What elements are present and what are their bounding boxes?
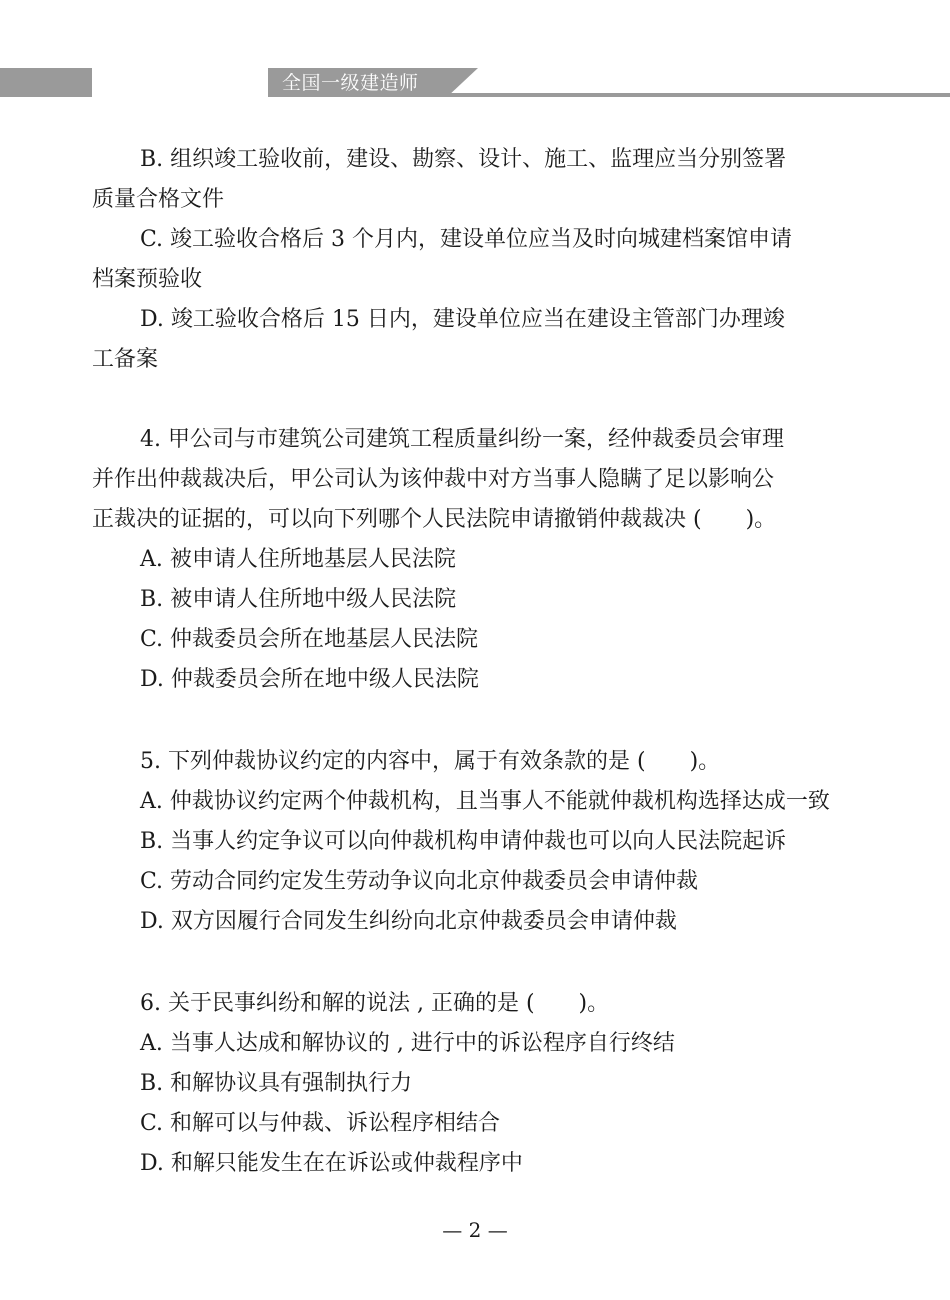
option-d-line-1: D. 竣工验收合格后 15 日内，建设单位应当在建设主管部门办理竣 [140, 307, 785, 332]
option-c-line-1: C. 竣工验收合格后 3 个月内，建设单位应当及时向城建档案馆申请 [140, 227, 793, 252]
option-a: A. 当事人达成和解协议的 , 进行中的诉讼程序自行终结 [140, 1031, 675, 1056]
question-stem [92, 742, 862, 782]
question-stem-text: 5. 下列仲裁协议约定的内容中，属于有效条款的是 ( [140, 749, 646, 774]
question-stem-text: 正裁决的证据的，可以向下列哪个人民法院申请撤销仲裁裁决 ( [92, 507, 702, 532]
question-stem-line-3 [92, 500, 862, 540]
spacer [92, 700, 862, 742]
option-c: C. 仲裁委员会所在地基层人民法院 [140, 627, 479, 652]
question-6 [92, 984, 862, 1184]
option-b-line-1: B. 组织竣工验收前，建设、勘察、设计、施工、监理应当分别签署 [140, 147, 787, 172]
option-c: C. 和解可以与仲裁、诉讼程序相结合 [140, 1111, 501, 1136]
option-d: D. 和解只能发生在在诉讼或仲裁程序中 [140, 1151, 523, 1176]
question-stem-end: )。 [689, 749, 721, 774]
question-stem-line-2: 并作出仲裁裁决后，甲公司认为该仲裁中对方当事人隐瞒了足以影响公 [92, 467, 775, 492]
question-5 [92, 742, 862, 942]
option-b: B. 和解协议具有强制执行力 [140, 1071, 413, 1096]
option-c-line-2: 档案预验收 [92, 267, 203, 292]
question-stem-line-1: 4. 甲公司与市建筑公司建筑工程质量纠纷一案，经仲裁委员会审理 [140, 427, 784, 452]
spacer [92, 942, 862, 984]
option-b-line-2: 质量合格文件 [92, 187, 225, 212]
question-stem [92, 984, 862, 1024]
option-b: B. 被申请人住所地中级人民法院 [140, 587, 457, 612]
question-3-options [92, 140, 862, 380]
question-stem-end: )。 [578, 991, 610, 1016]
option-a: A. 被申请人住所地基层人民法院 [140, 547, 456, 572]
option-d: D. 双方因履行合同发生纠纷向北京仲裁委员会申请仲裁 [140, 909, 677, 934]
option-a: A. 仲裁协议约定两个仲裁机构，且当事人不能就仲裁机构选择达成一致 [140, 789, 830, 814]
header-left-bar [0, 68, 92, 97]
option-c: C. 劳动合同约定发生劳动争议向北京仲裁委员会申请仲裁 [140, 869, 699, 894]
question-stem-end: )。 [745, 507, 777, 532]
option-d: D. 仲裁委员会所在地中级人民法院 [140, 667, 479, 692]
question-4 [92, 420, 862, 700]
spacer [92, 380, 862, 420]
option-d-line-2: 工备案 [92, 347, 159, 372]
page-number: — 2 — [442, 1218, 508, 1242]
option-b: B. 当事人约定争议可以向仲裁机构申请仲裁也可以向人民法院起诉 [140, 829, 787, 854]
page-content [92, 140, 862, 1184]
question-stem-text: 6. 关于民事纠纷和解的说法 , 正确的是 ( [140, 991, 535, 1016]
header-title: 全国一级建造师 [282, 72, 419, 94]
